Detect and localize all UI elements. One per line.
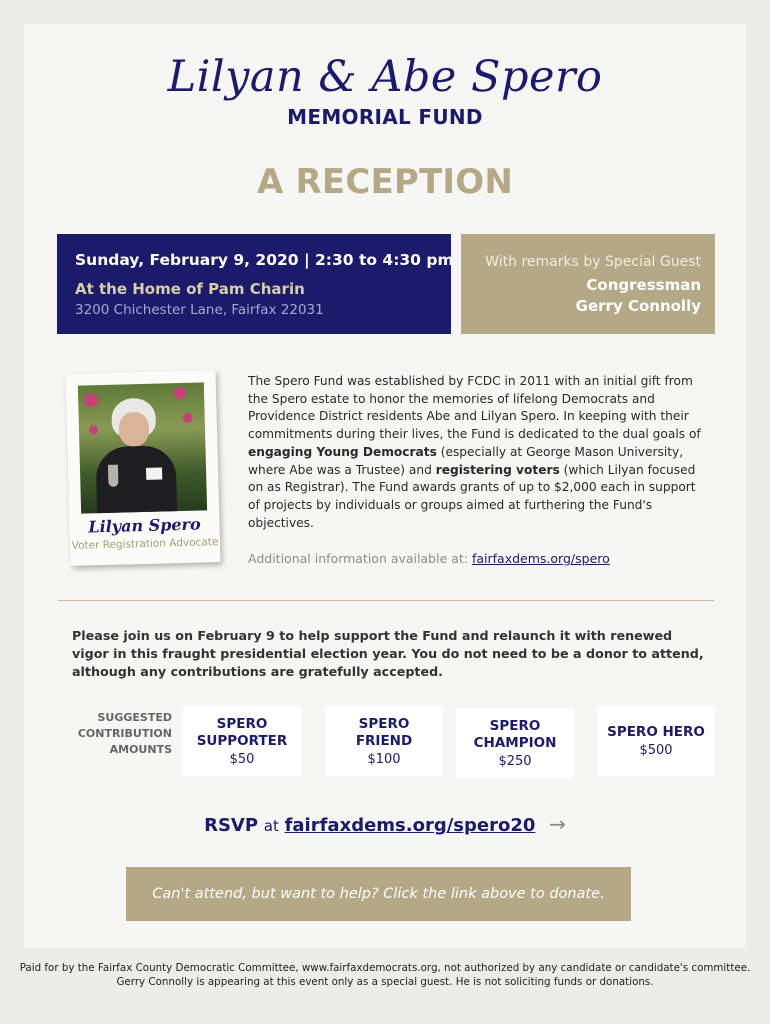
goal-young-democrats: engaging Young Democrats (248, 444, 437, 459)
event-address: 3200 Chichester Lane, Fairfax 22031 (75, 302, 324, 318)
goal-registering-voters: registering voters (435, 462, 560, 477)
rsvp-link[interactable]: fairfaxdems.org/spero20 (284, 815, 536, 836)
contribution-amount: $100 (367, 752, 401, 767)
lilyan-spero-photo (78, 382, 207, 513)
polaroid-photo-frame (66, 370, 221, 566)
donate-banner: Can't attend, but want to help? Click the link above to donate. (126, 867, 631, 921)
event-date-time: Sunday, February 9, 2020 | 2:30 to 4:30 pm (75, 251, 454, 269)
guest-intro: With remarks by Special Guest (485, 254, 701, 270)
fund-subtitle: MEMORIAL FUND (287, 105, 483, 129)
contribution-amount: $500 (639, 743, 673, 758)
guest-name: Gerry Connolly (575, 297, 701, 315)
arrow-right-icon: → (549, 812, 566, 836)
contribution-amount: $50 (229, 752, 255, 767)
footer-disclaimer: Paid for by the Fairfax County Democratic Committee, www.fairfaxdemocrats.org, not authorized by any candidate or candidate's committee. Gerry Connolly is appearing at this event only as a special guest. He is not soliciting funds or donations. (19, 962, 751, 988)
contribution-card-supporter: SPERO SUPPORTER $50 (183, 706, 301, 776)
rsvp-line: RSVP at fairfaxdems.org/spero20 → (204, 812, 566, 836)
spero-info-link[interactable]: fairfaxdems.org/spero (471, 551, 610, 566)
additional-info: Additional information available at: fairfaxdems.org/spero (248, 551, 610, 566)
special-guest-box (461, 234, 715, 334)
suggested-contribution-label: SUGGESTED CONTRIBUTION AMOUNTS (77, 711, 172, 756)
photo-caption-role: Voter Registration Advocate (71, 536, 219, 552)
rsvp-label: RSVP (204, 815, 259, 836)
event-location-name: At the Home of Pam Charin (75, 280, 305, 298)
photo-caption-name: Lilyan Spero (88, 514, 201, 537)
fund-script-title: Lilyan & Abe Spero (167, 52, 603, 102)
contribution-card-champion: SPERO CHAMPION $250 (456, 708, 574, 778)
invitation-text: Please join us on February 9 to help support the Fund and relaunch it with renewed vigor in this fraught presidential election year. You do not need to be a donor to attend, although any contributions are gratefully accepted. (72, 628, 704, 679)
event-type-heading: A RECEPTION (256, 162, 514, 202)
event-details-box (57, 234, 454, 334)
contribution-card-hero: SPERO HERO $500 (597, 706, 715, 776)
guest-title: Congressman (586, 276, 701, 294)
contribution-card-friend: SPERO FRIEND $100 (325, 706, 443, 776)
contribution-amount: $250 (498, 754, 532, 769)
section-divider (58, 600, 714, 601)
fund-description: The Spero Fund was established by FCDC in 2011 with an initial gift from the Spero estate to honor the memories of lifelong Democrats and Providence District residents Abe and Lilyan Spero. In keeping with their commitments during their lives, the Fund is dedicated to the dual goals of engaging Young Democrats (especially at George Mason University, where Abe was a Trustee) and registering voters (which Lilyan focused on as Registrar). The Fund awards grants of up to $2,000 each in support of projects by individuals or groups aimed at furthering the Fund's objectives. (248, 374, 701, 530)
